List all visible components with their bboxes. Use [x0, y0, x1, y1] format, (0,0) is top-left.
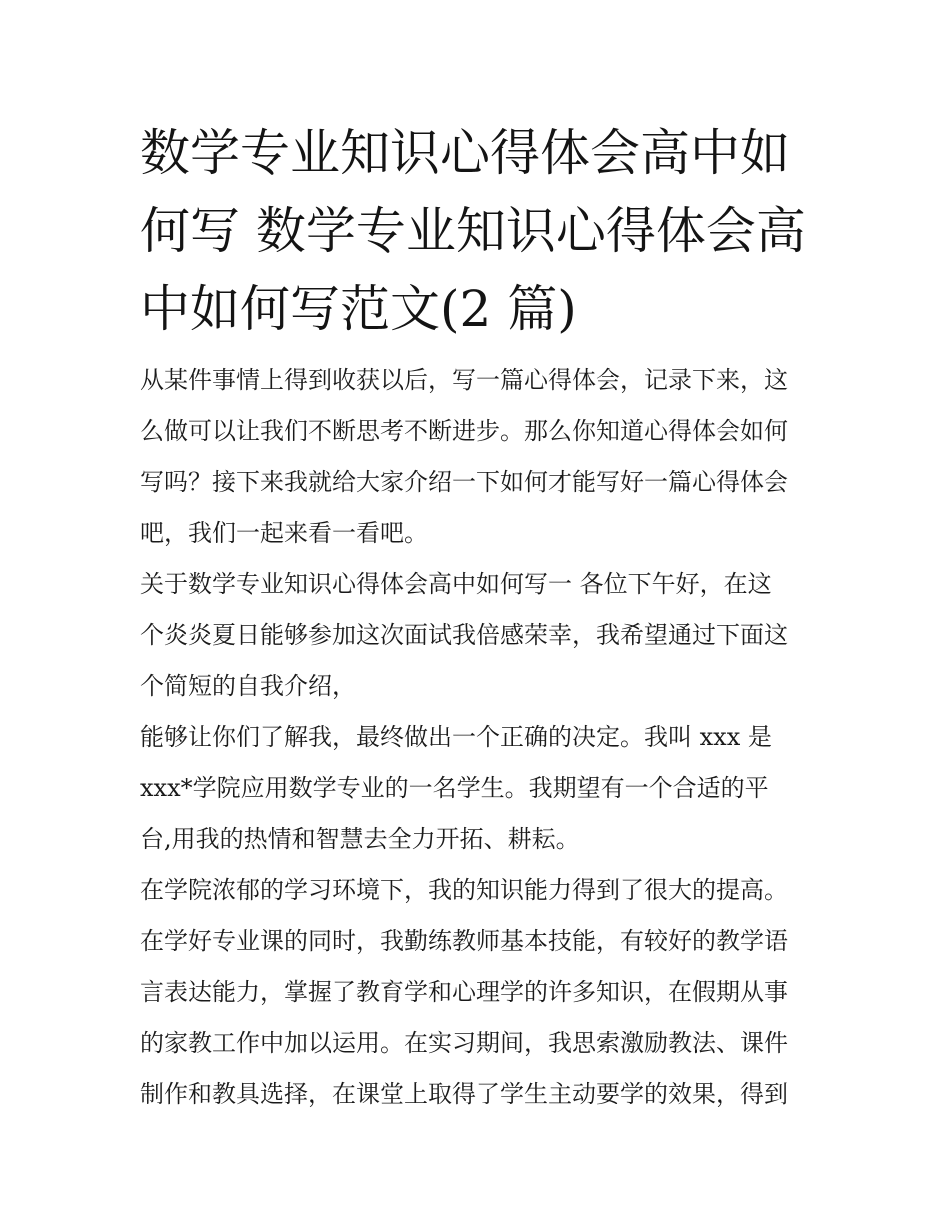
body-line: 么做可以让我们不断思考不断进步。那么你知道心得体会如何	[140, 417, 788, 445]
title-line-1: 数学专业知识心得体会高中如	[140, 124, 790, 182]
title-line-3: 中如何写范文(2 篇)	[140, 280, 577, 338]
body-line: 在学院浓郁的学习环境下，我的知识能力得到了很大的提高。	[140, 876, 788, 904]
body-line: 关于数学专业知识心得体会高中如何写一 各位下午好，在这	[140, 570, 772, 598]
body-line: 个简短的自我介绍，	[140, 672, 356, 700]
body-line: 吧，我们一起来看一看吧。	[140, 519, 428, 547]
body-line: xxx*学院应用数学专业的一名学生。我期望有一个合适的平	[140, 774, 769, 802]
body-line: 写吗？接下来我就给大家介绍一下如何才能写好一篇心得体会	[140, 468, 788, 496]
document-body	[140, 355, 820, 1120]
body-line: 言表达能力，掌握了教育学和心理学的许多知识，在假期从事	[140, 978, 788, 1006]
body-line: 台,用我的热情和智慧去全力开拓、耕耘。	[140, 825, 580, 853]
title-line-2: 何写 数学专业知识心得体会高	[140, 202, 806, 260]
document-title	[140, 114, 820, 348]
body-line: 能够让你们了解我，最终做出一个正确的决定。我叫 xxx 是	[140, 723, 772, 751]
body-line: 制作和教具选择，在课堂上取得了学生主动要学的效果，得到	[140, 1080, 788, 1108]
body-line: 在学好专业课的同时，我勤练教师基本技能，有较好的教学语	[140, 927, 788, 955]
body-line: 个炎炎夏日能够参加这次面试我倍感荣幸，我希望通过下面这	[140, 621, 788, 649]
body-line: 的家教工作中加以运用。在实习期间，我思索激励教法、课件	[140, 1029, 788, 1057]
body-line: 从某件事情上得到收获以后，写一篇心得体会，记录下来，这	[140, 366, 788, 394]
